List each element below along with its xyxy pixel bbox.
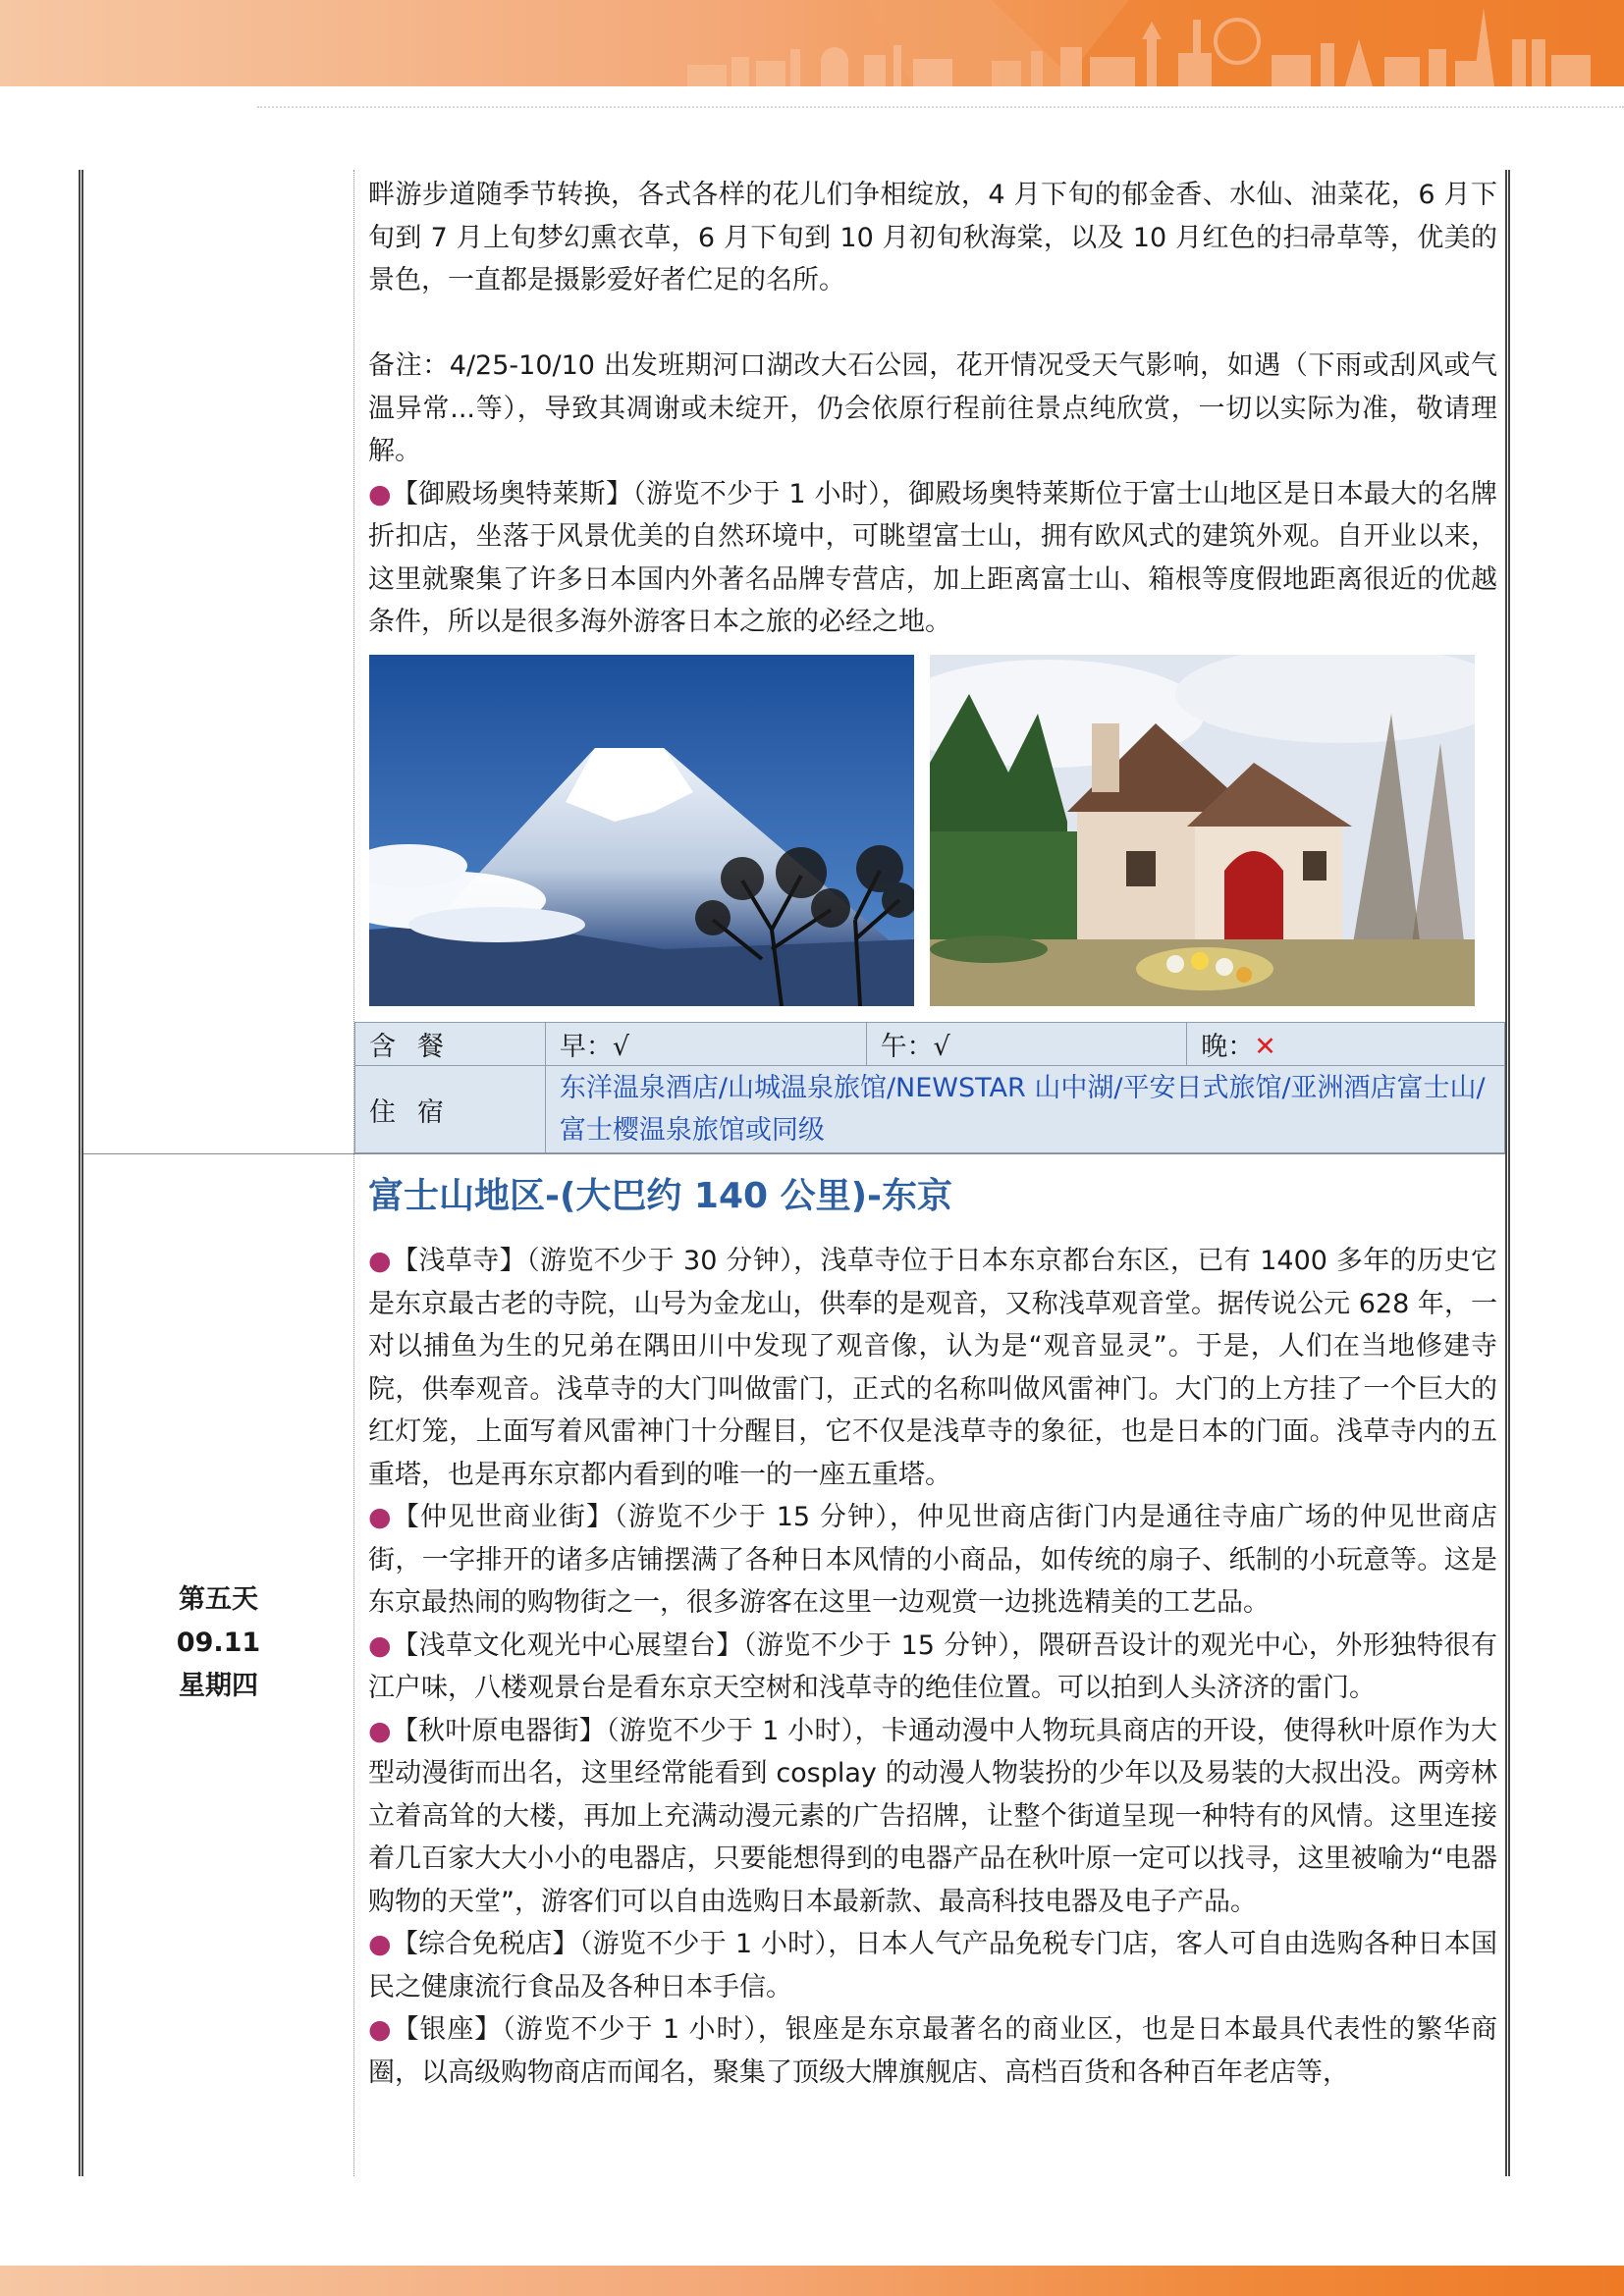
intro-paragraph: 畔游步道随季节转换，各式各样的花儿们争相绽放，4 月下旬的郁金香、水仙、油菜花，6 月下旬到 7 月上旬梦幻熏衣草，6 月下旬到 10 月初旬秋海棠，以及 10 月红色的扫帚草等，优美的景色，一直都是摄影爱好者伫足的名所。 [368,180,1497,295]
bullet-icon: ● [368,1246,392,1276]
attraction-title: 【浅草寺】 [391,1246,527,1276]
attraction-title: 【浅草文化观光中心展望台】 [392,1629,743,1661]
remark-paragraph: 备注：4/25-10/10 出发班期河口湖改大石公园，花开情况受天气影响，如遇（下雨或刮风或气温异常...等），导致其凋谢或未绽开，仍会依原行程前往景点纯欣赏，一切以实际为准，敬请理解。 [368,350,1497,466]
header-divider [257,106,1624,108]
day-weekday: 星期四 [179,1671,258,1701]
attraction-text: （游览不少于 15 分钟），仲见世商店街门内是通往寺庙广场的仲见世商店街，一字排开的诸多店铺摆满了各种日本风情的小商品，如传统的扇子、纸制的小玩意等。这是东京最热闹的购物街之一，很多游客在这里一边观赏一边挑选精美的工艺品。 [368,1502,1498,1618]
hotel-list: 东洋温泉酒店/山城温泉旅馆/NEWSTAR 山中湖/平安日式旅馆/亚洲酒店富士山/富士樱温泉旅馆或同级 [545,1066,1504,1153]
fairy-house-photo [930,655,1475,1006]
lunch-cell: 午：√ [866,1023,1187,1066]
lodging-label: 住宿 [355,1066,546,1153]
bullet-icon: ● [368,478,392,509]
city-skyline-decoration [0,0,1624,86]
attraction-akihabara [368,1710,1497,1924]
bullet-icon: ● [368,1715,392,1746]
attraction-ginza [368,2008,1497,2094]
attraction-title: 【银座】 [392,2014,503,2045]
bullet-icon: ● [368,2014,393,2045]
attraction-text: （游览不少于 1 小时），日本人气产品免税专门店，客人可自由选购各种日本国民之健康流行食品及各种日本手信。 [368,1929,1497,2002]
attraction-title: 【御殿场奥特莱斯】 [391,478,633,509]
attraction-title: 【秋叶原电器街】 [391,1715,607,1746]
bullet-icon: ● [368,1502,393,1532]
not-included-icon: ✕ [1254,1032,1276,1062]
attraction-nakamise [368,1496,1497,1625]
meals-lodging-table [354,1022,1505,1153]
attraction-asakusa-center [368,1625,1497,1710]
attraction-sensoji [368,1240,1497,1496]
meals-label: 含餐 [355,1023,546,1066]
day-route-title: 富士山地区-(大巴约 140 公里)-东京 [368,1176,953,1216]
day5-content [368,1240,1497,2094]
day-date: 09.11 [176,1628,261,1658]
attraction-title: 【综合免税店】 [391,1929,579,1959]
attraction-text: （游览不少于 30 分钟），浅草寺位于日本东京都台东区，已有 1400 多年的历史它是东京最古老的寺院，山号为金龙山，供奉的是观音，又称浅草观音堂。据传说公元 628 年，一对以捕鱼为生的兄弟在隅田川中发现了观音像，认为是“观音显灵”。于是，人们在当地修建寺院，供奉观音。浅草寺的大门叫做雷门，正式的名称叫做风雷神门。大门的上方挂了一个巨大的红灯笼，上面写着风雷神门十分醒目，它不仅是浅草寺的象征，也是日本的门面。浅草寺内的五重塔，也是再东京都内看到的唯一的一座五重塔。 [368,1246,1497,1490]
attraction-outlet [368,473,1497,644]
day-row-divider [83,1153,1505,1154]
spacer [368,302,1497,346]
header-banner [0,0,1624,86]
dinner-label: 晚： [1201,1032,1255,1062]
dinner-cell [1187,1023,1505,1066]
breakfast-cell: 早：√ [545,1023,866,1066]
day-number: 第五天 [179,1584,258,1615]
attraction-title: 【仲见世商业街】 [392,1502,615,1532]
day-label [83,1578,353,1708]
attraction-text: （游览不少于 15 分钟），隈研吾设计的观光中心，外形独特很有江户味，八楼观景台是看东京天空树和浅草寺的绝佳位置。可以拍到人头济济的雷门。 [368,1629,1497,1703]
attraction-text: （游览不少于 1 小时），卡通动漫中人物玩具商店的开设，使得秋叶原作为大型动漫街而出名，这里经常能看到 cosplay 的动漫人物装扮的少年以及易装的大叔出没。两旁林立着高耸的大楼，再加上充满动漫元素的广告招牌，让整个街道呈现一种特有的风情。这里连接着几百家大大小小的电器店，只要能想得到的电器产品在秋叶原一定可以找寻，这里被喻为“电器购物的天堂”，游客们可以自由选购日本最新款、最高科技电器及电子产品。 [368,1715,1497,1917]
footer-banner [0,2266,1624,2296]
column-divider [353,170,354,2176]
bullet-icon: ● [368,1629,393,1661]
previous-day-content [368,174,1497,644]
bullet-icon: ● [368,1929,392,1959]
attraction-text: （游览不少于 1 小时），御殿场奥特莱斯位于富士山地区是日本最大的名牌折扣店，坐落于风景优美的自然环境中，可眺望富士山，拥有欧风式的建筑外观。自开业以来，这里就聚集了许多日本国内外著名品牌专营店，加上距离富士山、箱根等度假地距离很近的优越条件，所以是很多海外游客日本之旅的必经之地。 [368,478,1497,637]
mount-fuji-photo [369,655,914,1006]
attraction-duty-free [368,1923,1497,2008]
attraction-text: （游览不少于 1 小时），银座是东京最著名的商业区，也是日本最具代表性的繁华商圈，以高级购物商店而闻名，聚集了顶级大牌旗舰店、高档百货和各种百年老店等， [368,2014,1498,2088]
